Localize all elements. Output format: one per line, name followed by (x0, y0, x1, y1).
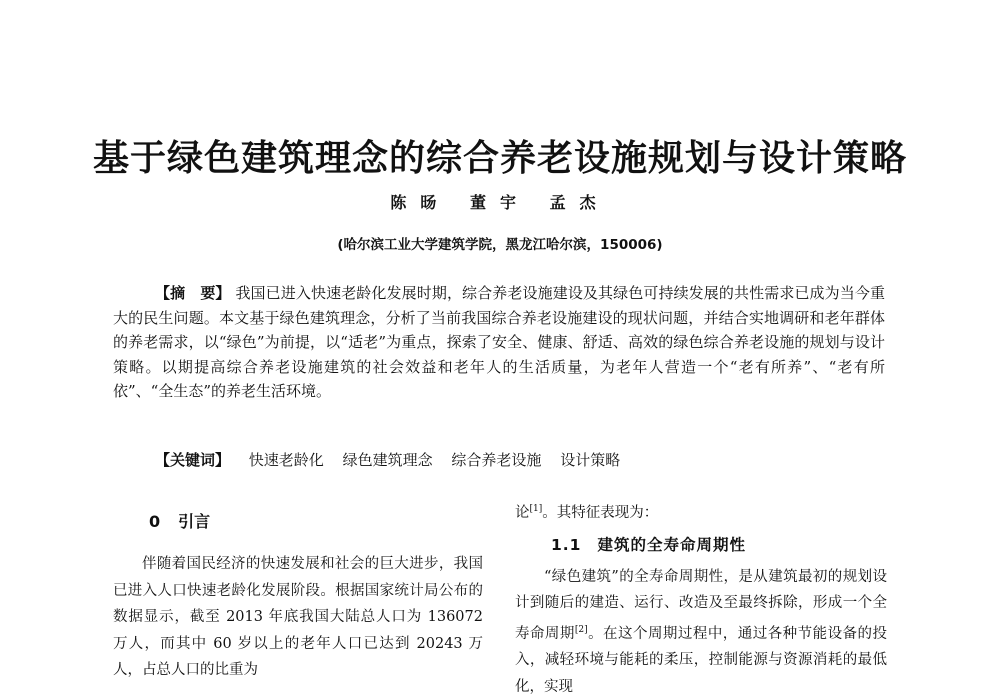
keyword: 快速老龄化 (248, 451, 324, 469)
abstract-label: 【摘 要】 (155, 284, 231, 302)
left-column (113, 507, 483, 684)
introduction-paragraph: 伴随着国民经济的快速发展和社会的巨大进步，我国已进入人口快速老龄化发展阶段。根据国家统计局公布的数据显示，截至 2013 年底我国大陆总人口为 136072 万人，而其中 60 岁以上的老年人口已达到 20243 万人，占总人口的比重为 (113, 556, 483, 678)
right-column (515, 496, 887, 700)
paper-title: 基于绿色建筑理念的综合养老设施规划与设计策略 (92, 138, 907, 179)
keywords-line (155, 449, 620, 471)
paper-affiliation: (哈尔滨工业大学建筑学院，黑龙江哈尔滨，150006) (337, 237, 663, 253)
section-heading-introduction (149, 507, 483, 537)
subsection-paragraph: “绿色建筑”的全寿命周期性，是从建筑最初的规划设计到随后的建造、运行、改造及至最终拆除，形成一个全寿命周期[2]。在这个周期过程中，通过各种节能设备的投入，减轻环境与能耗的柔压，控制能源与资源消耗的最低化，实现 (515, 568, 887, 695)
section-title: 引言 (178, 512, 211, 531)
keywords-label: 【关键词】 (155, 451, 231, 469)
continued-text: 论[1]。其特征表现为： (515, 504, 659, 521)
citation-ref: [2] (574, 624, 588, 635)
keyword: 综合养老设施 (451, 451, 542, 469)
abstract-text: 我国已进入快速老龄化发展时期，综合养老设施建设及其绿色可持续发展的共性需求已成为当今重大的民生问题。本文基于绿色建筑理念，分析了当前我国综合养老设施建设的现状问题，并结合实地调研和老年群体的养老需求，以“绿色”为前提，以“适老”为重点，探索了安全、健康、舒适、高效的绿色综合养老设施的规划与设计策略。以期提高综合养老设施建筑的社会效益和老年人的生活质量，为老年人营造一个“老有所养”、“老有所依”、“全生态”的养老生活环境。 (113, 284, 885, 400)
keyword: 绿色建筑理念 (342, 451, 433, 469)
subsection-number: 1.1 (551, 535, 582, 554)
subsection-title: 建筑的全寿命周期性 (597, 535, 746, 554)
section-number: 0 (149, 512, 161, 531)
keyword: 设计策略 (560, 451, 621, 469)
paper-authors: 陈旸 董宇 孟杰 (390, 193, 610, 212)
abstract (113, 281, 885, 404)
citation-ref: [1] (529, 504, 543, 514)
subsection-heading (551, 530, 887, 560)
